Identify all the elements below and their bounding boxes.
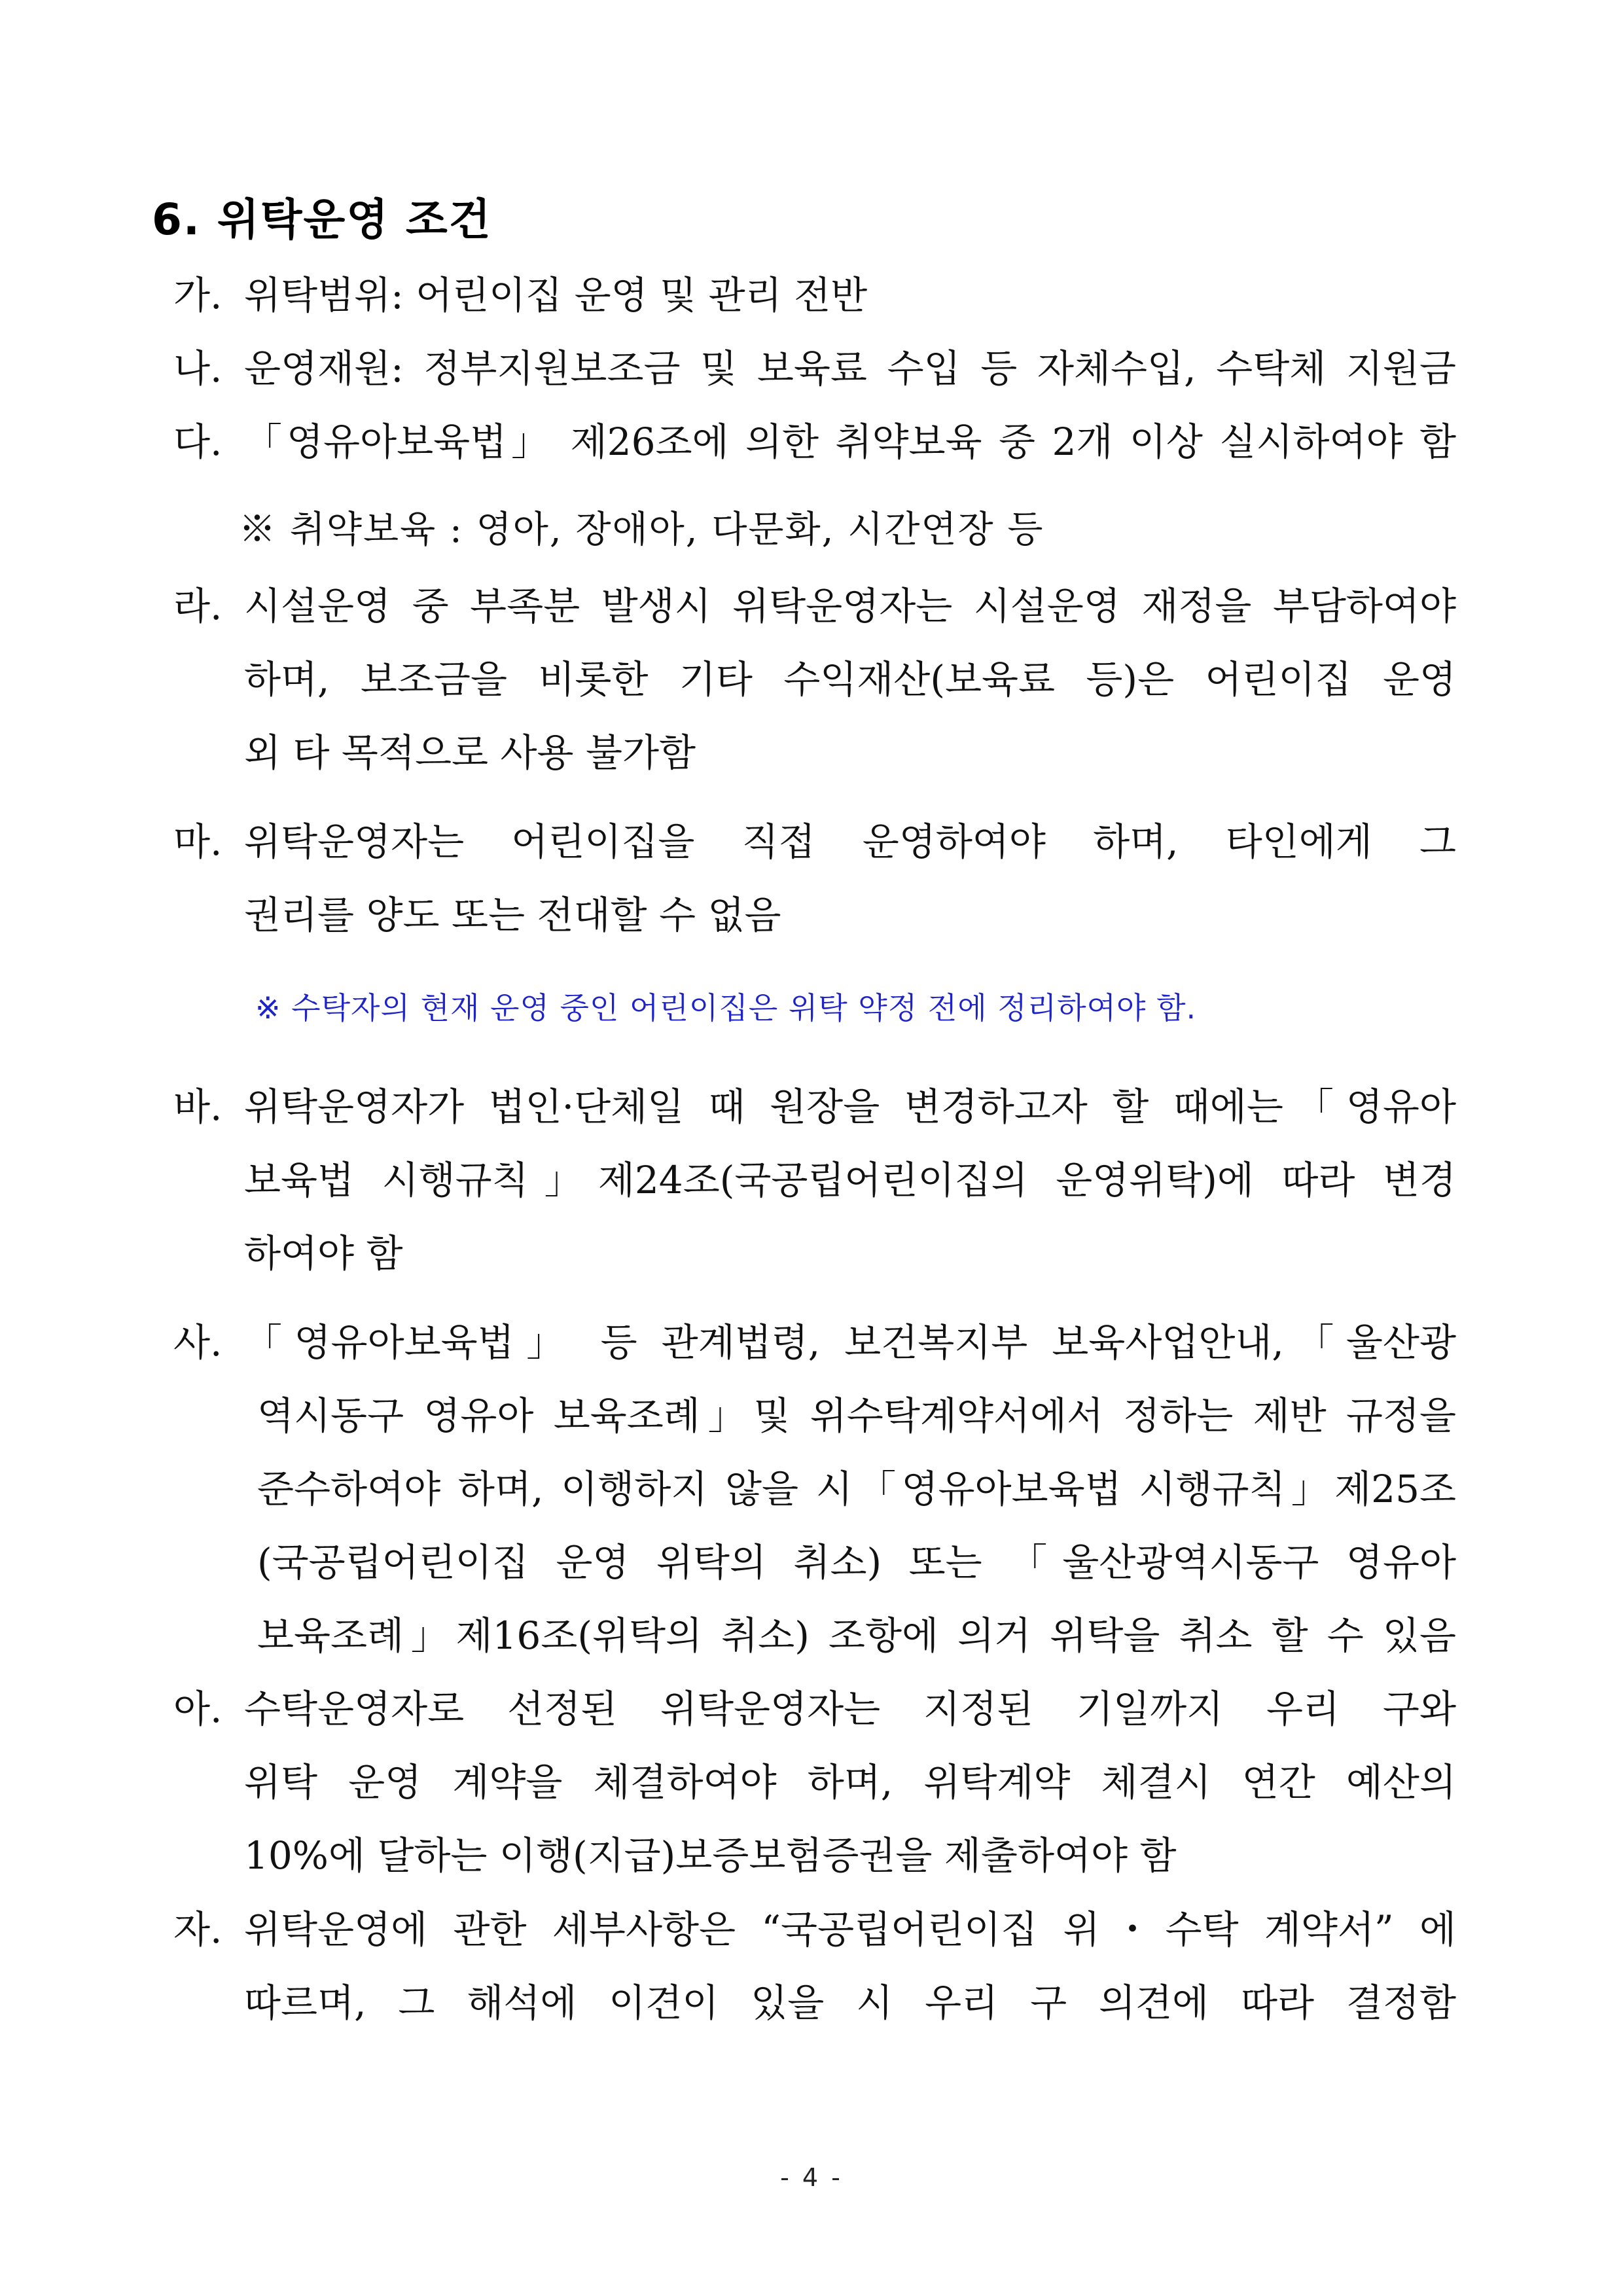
item-marker: 아. bbox=[173, 1687, 223, 1731]
item-text: 위탁운영에 관한 세부사항은 “국공립어린이집 위・수탁 계약서” 에 bbox=[244, 1907, 1456, 1952]
item-text: 위탁범위: 어린이집 운영 및 관리 전반 bbox=[244, 273, 868, 317]
item-marker: 바. bbox=[173, 1085, 223, 1129]
list-item-na bbox=[173, 332, 1456, 405]
list-item-ba bbox=[173, 1070, 1456, 1290]
item-text: 운영재원: 정부지원보조금 및 보육료 수입 등 자체수입, 수탁체 지원금 bbox=[244, 346, 1456, 391]
item-marker: 라. bbox=[173, 584, 223, 628]
list-item-sa bbox=[173, 1306, 1456, 1672]
item-marker: 마. bbox=[173, 819, 223, 864]
item-text-continued: 하며, 보조금을 비롯한 기타 수익재산(보육료 등)은 어린이집 운영 bbox=[244, 657, 1456, 702]
section-heading: 6. 위탁운영 조건 bbox=[152, 194, 492, 245]
item-text-continued: 따르며, 그 해석에 이견이 있을 시 우리 구 의견에 따라 결정함 bbox=[244, 1981, 1456, 2025]
page-number: - 4 - bbox=[780, 2163, 843, 2192]
item-text: 시설운영 중 부족분 발생시 위탁운영자는 시설운영 재정을 부담하여야 bbox=[244, 584, 1456, 628]
item-text-continued: 권리를 양도 또는 전대할 수 없음 bbox=[244, 893, 781, 937]
item-marker: 사. bbox=[173, 1320, 223, 1365]
list-item-da bbox=[173, 405, 1456, 478]
item-text-continued: 위탁 운영 계약을 체결하여야 하며, 위탁계약 체결시 연간 예산의 bbox=[244, 1760, 1456, 1804]
item-text-continued: 하여야 함 bbox=[244, 1231, 403, 1276]
item-text-continued: 외 타 목적으로 사용 불가함 bbox=[244, 730, 696, 775]
item-marker: 나. bbox=[173, 346, 223, 391]
item-marker: 가. bbox=[173, 273, 223, 317]
item-text: 「영유아보육법」 등 관계법령, 보건복지부 보육사업안내,「울산광 bbox=[244, 1320, 1456, 1365]
item-text: 수탁운영자로 선정된 위탁운영자는 지정된 기일까지 우리 구와 bbox=[244, 1687, 1456, 1731]
item-text-continued: (국공립어린이집 운영 위탁의 취소) 또는 「울산광역시동구 영유아 bbox=[257, 1540, 1456, 1585]
item-marker: 자. bbox=[173, 1907, 223, 1952]
item-text: 「영유아보육법」 제26조에 의한 취약보육 중 2개 이상 실시하여야 함 bbox=[244, 420, 1456, 464]
item-text-continued: 역시동구 영유아 보육조례」및 위수탁계약서에서 정하는 제반 규정을 bbox=[257, 1393, 1456, 1438]
item-marker: 다. bbox=[173, 420, 223, 464]
item-text: 위탁운영자가 법인·단체일 때 원장을 변경하고자 할 때에는「영유아 bbox=[244, 1085, 1456, 1129]
list-item-ma bbox=[173, 805, 1456, 952]
item-text-continued: 준수하여야 하며, 이행하지 않을 시「영유아보육법 시행규칙」제25조 bbox=[257, 1467, 1456, 1511]
item-text-continued: 10%에 달하는 이행(지급)보증보험증권을 제출하여야 함 bbox=[244, 1833, 1177, 1878]
item-text: 위탁운영자는 어린이집을 직접 운영하여야 하며, 타인에게 그 bbox=[244, 819, 1456, 864]
item-text-continued: 보육조례」제16조(위탁의 취소) 조항에 의거 위탁을 취소 할 수 있음 bbox=[257, 1613, 1456, 1658]
list-item-ga bbox=[173, 259, 1456, 332]
list-item-a bbox=[173, 1672, 1456, 1892]
trustee-notice: ※ 수탁자의 현재 운영 중인 어린이집은 위탁 약정 전에 정리하여야 함. bbox=[255, 990, 1197, 1026]
list-item-ja bbox=[173, 1893, 1456, 2039]
list-item-ra bbox=[173, 569, 1456, 789]
vulnerable-care-note: ※ 취약보육 : 영아, 장애아, 다문화, 시간연장 등 bbox=[239, 509, 1044, 551]
item-text-continued: 보육법 시행규칙」제24조(국공립어린이집의 운영위탁)에 따라 변경 bbox=[244, 1158, 1456, 1202]
